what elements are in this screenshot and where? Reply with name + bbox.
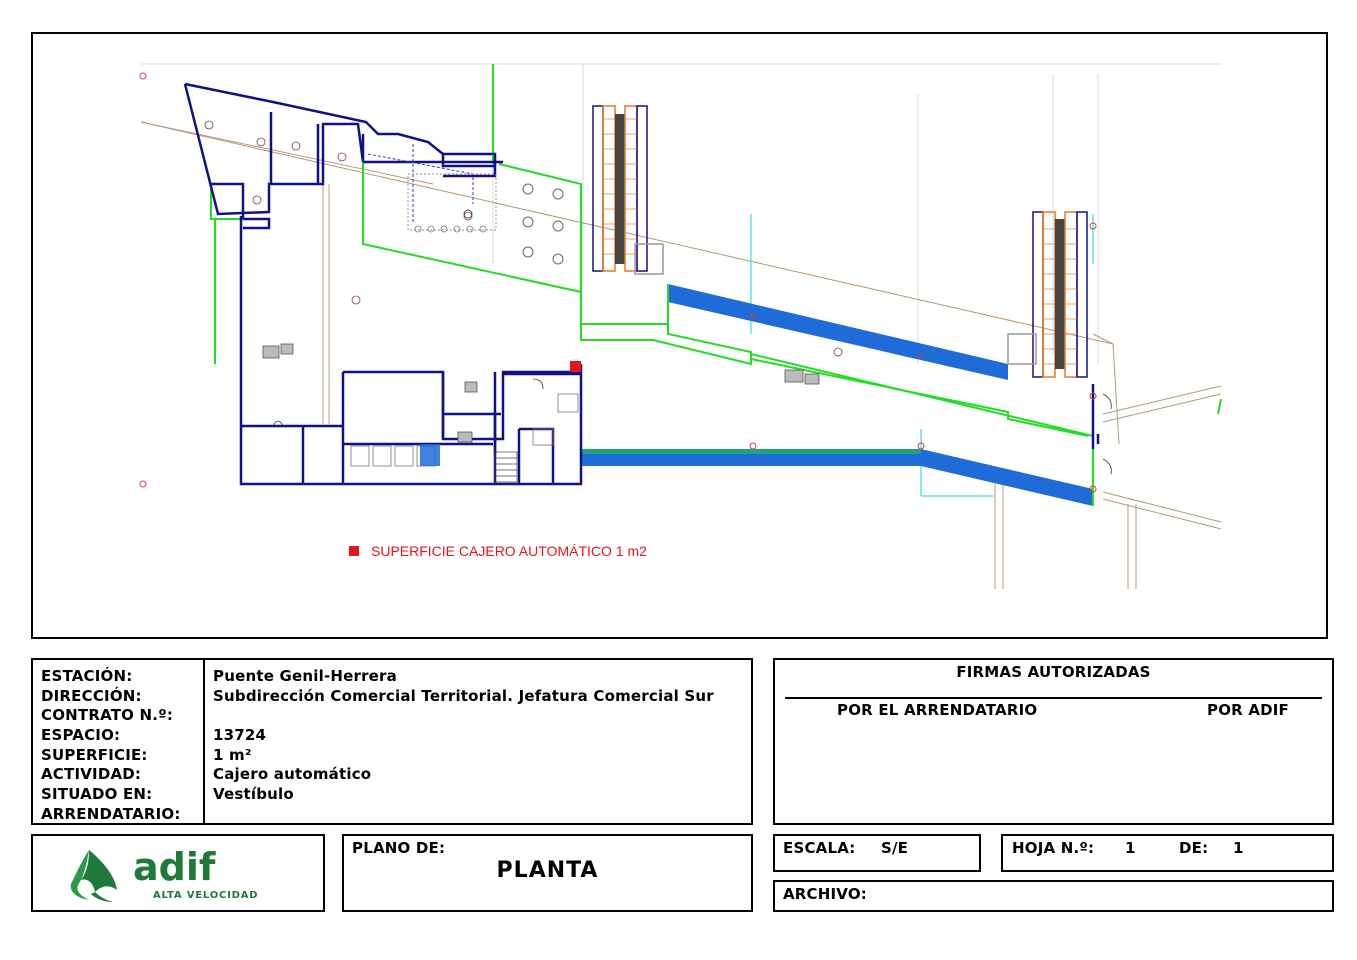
info-divider	[203, 660, 205, 823]
label-arrendatario: ARRENDATARIO:	[41, 804, 181, 823]
label-situado-en: SITUADO EN:	[41, 785, 153, 804]
info-values	[213, 667, 714, 825]
legend-text: SUPERFICIE CAJERO AUTOMÁTICO 1 m2	[371, 543, 647, 559]
file-label: ARCHIVO:	[783, 885, 867, 903]
logo-wordmark: adif	[133, 845, 216, 889]
file-box	[773, 880, 1334, 912]
signature-adif-label: POR ADIF	[1207, 701, 1290, 719]
value-estacion: Puente Genil-Herrera	[213, 667, 397, 685]
value-arrendatario	[213, 805, 714, 825]
sheet-label: HOJA N.º:	[1012, 839, 1095, 857]
signatures-rule	[785, 697, 1322, 699]
plan-type-value: PLANTA	[496, 858, 599, 883]
logo-box	[31, 834, 325, 912]
value-espacio: 13724	[213, 726, 267, 745]
plan-type-box	[342, 834, 753, 912]
sheet-box	[1001, 834, 1334, 872]
atm-location-marker	[570, 361, 581, 372]
info-labels	[41, 667, 181, 825]
adif-logo	[33, 836, 323, 910]
logo-tagline: ALTA VELOCIDAD	[153, 890, 259, 901]
signatures-box	[773, 658, 1334, 825]
value-actividad: Cajero automático	[213, 765, 372, 784]
label-superficie: SUPERFICIE:	[41, 745, 148, 764]
value-contrato	[213, 706, 714, 726]
scale-box	[773, 834, 981, 872]
sheet-value: 1	[1125, 839, 1136, 857]
floor-plan-drawing	[33, 34, 1326, 637]
legend-swatch	[349, 546, 359, 556]
plan-type-label: PLANO DE:	[352, 839, 446, 857]
signatures-title: FIRMAS AUTORIZADAS	[956, 663, 1151, 681]
floor-plan-frame	[31, 32, 1328, 639]
value-direccion: Subdirección Comercial Territorial. Jefatura Comercial Sur	[213, 686, 714, 705]
label-contrato: CONTRATO N.º:	[41, 706, 174, 725]
sheet-of-value: 1	[1233, 839, 1244, 857]
label-espacio: ESPACIO:	[41, 726, 121, 745]
scale-label: ESCALA:	[783, 839, 856, 857]
scale-value: S/E	[881, 839, 909, 857]
label-direccion: DIRECCIÓN:	[41, 686, 142, 705]
value-situado-en: Vestíbulo	[213, 785, 294, 804]
sheet-of-label: DE:	[1179, 839, 1209, 857]
signature-tenant-label: POR EL ARRENDATARIO	[837, 701, 1038, 719]
info-table	[31, 658, 753, 825]
label-estacion: ESTACIÓN:	[41, 667, 133, 685]
label-actividad: ACTIVIDAD:	[41, 765, 142, 784]
value-superficie: 1 m²	[213, 745, 252, 764]
